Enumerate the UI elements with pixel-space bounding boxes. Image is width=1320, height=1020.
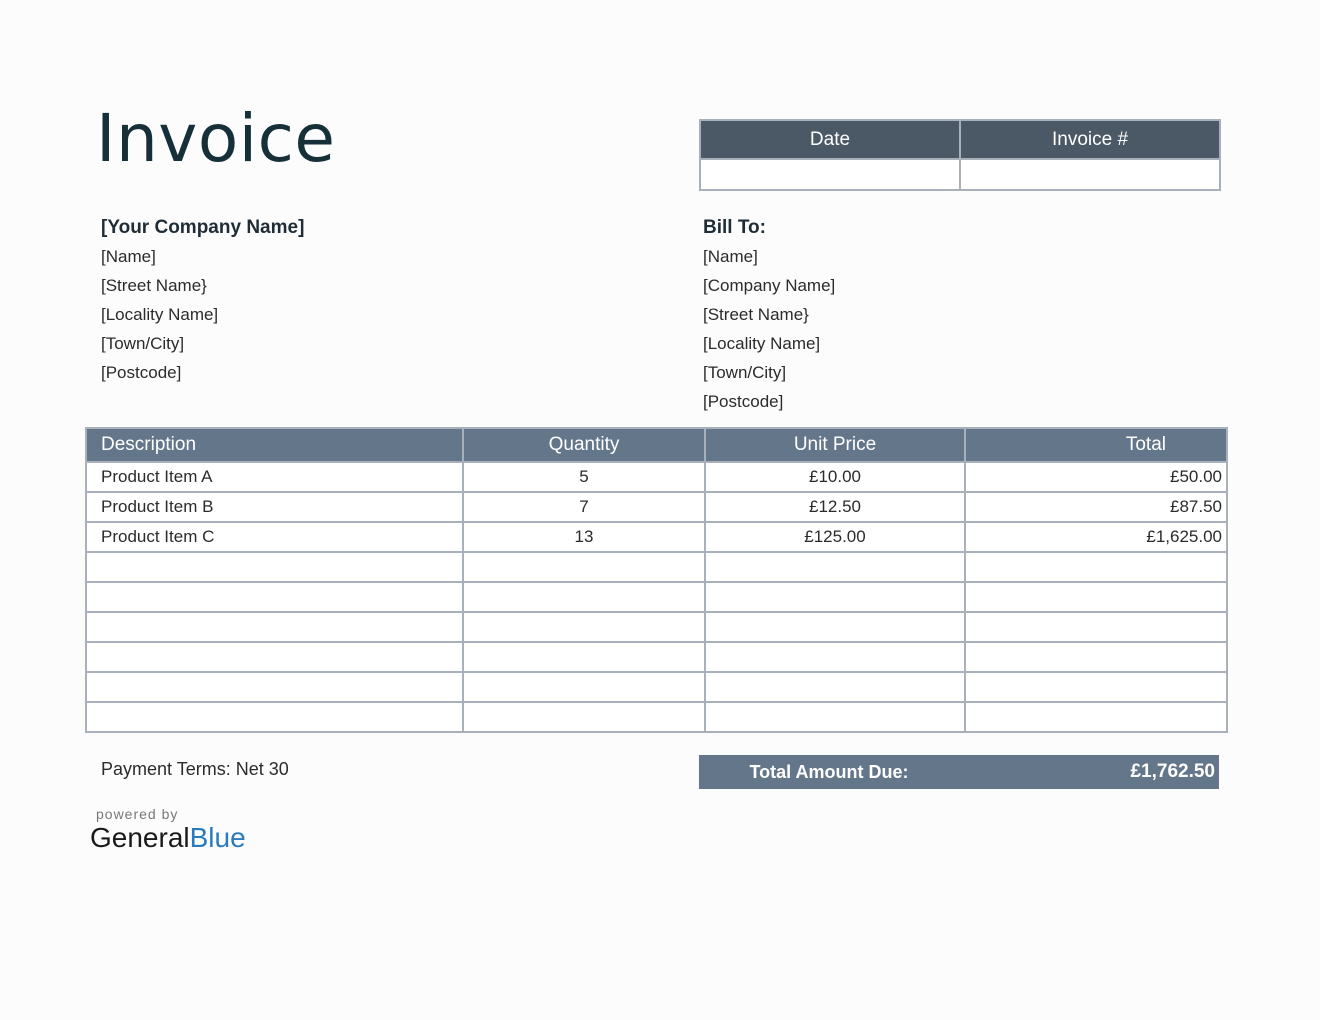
table-row <box>86 582 1227 612</box>
item-description[interactable]: Product Item A <box>86 462 463 492</box>
sender-company-name: [Your Company Name] <box>101 217 305 238</box>
sender-line: [Street Name} <box>101 276 207 295</box>
item-description[interactable]: Product Item C <box>86 522 463 552</box>
bill-to-line: [Company Name] <box>703 276 836 295</box>
unit-price-header: Unit Price <box>705 428 965 462</box>
item-unit-price[interactable] <box>705 582 965 612</box>
item-quantity[interactable] <box>463 552 705 582</box>
item-total[interactable] <box>965 552 1227 582</box>
item-description[interactable] <box>86 582 463 612</box>
sender-line: [Name] <box>101 247 156 266</box>
table-row <box>86 702 1227 732</box>
item-quantity[interactable] <box>463 582 705 612</box>
item-unit-price[interactable] <box>705 552 965 582</box>
table-row <box>86 642 1227 672</box>
powered-by-text: powered by <box>96 806 179 822</box>
bill-to-line: [Town/City] <box>703 363 787 382</box>
item-unit-price[interactable]: £10.00 <box>705 462 965 492</box>
bill-to-heading: Bill To: <box>703 217 766 238</box>
sender-line: [Locality Name] <box>101 305 219 324</box>
item-description[interactable] <box>86 612 463 642</box>
item-quantity[interactable] <box>463 642 705 672</box>
item-quantity[interactable] <box>463 702 705 732</box>
item-quantity[interactable] <box>463 672 705 702</box>
table-row <box>86 612 1227 642</box>
item-description[interactable] <box>86 702 463 732</box>
item-unit-price[interactable] <box>705 672 965 702</box>
invoice-meta-table <box>699 119 1221 191</box>
bill-to-line: [Locality Name] <box>703 334 821 353</box>
item-description[interactable] <box>86 642 463 672</box>
item-unit-price[interactable]: £12.50 <box>705 492 965 522</box>
table-row <box>86 492 1227 522</box>
table-row <box>86 672 1227 702</box>
bill-to-line: [Postcode] <box>703 392 784 411</box>
item-total[interactable]: £50.00 <box>965 462 1227 492</box>
description-header: Description <box>86 428 463 462</box>
table-row <box>86 552 1227 582</box>
item-quantity[interactable] <box>463 612 705 642</box>
item-unit-price[interactable] <box>705 702 965 732</box>
total-header: Total <box>965 428 1227 462</box>
item-quantity[interactable]: 13 <box>463 522 705 552</box>
item-total[interactable] <box>965 642 1227 672</box>
total-amount-due-bar <box>699 755 1219 789</box>
brand-general: General <box>90 822 190 853</box>
item-quantity[interactable]: 5 <box>463 462 705 492</box>
item-total[interactable] <box>965 612 1227 642</box>
item-total[interactable] <box>965 702 1227 732</box>
brand-blue: Blue <box>189 822 246 853</box>
item-total[interactable] <box>965 582 1227 612</box>
table-row <box>86 522 1227 552</box>
bill-to-address <box>703 213 835 416</box>
item-total[interactable]: £87.50 <box>965 492 1227 522</box>
item-total[interactable] <box>965 672 1227 702</box>
item-unit-price[interactable]: £125.00 <box>705 522 965 552</box>
bill-to-line: [Street Name} <box>703 305 809 324</box>
generalblue-logo[interactable] <box>90 822 246 854</box>
invoice-title: Invoice <box>96 100 336 177</box>
payment-terms: Payment Terms: Net 30 <box>101 759 289 779</box>
sender-line: [Town/City] <box>101 334 185 353</box>
item-description[interactable]: Product Item B <box>86 492 463 522</box>
invoice-number-header: Invoice # <box>960 120 1220 159</box>
table-row <box>86 462 1227 492</box>
bill-to-line: [Name] <box>703 247 758 266</box>
line-items-table <box>85 427 1228 733</box>
sender-line: [Postcode] <box>101 363 182 382</box>
date-value-cell[interactable] <box>700 159 960 190</box>
item-description[interactable] <box>86 672 463 702</box>
item-quantity[interactable]: 7 <box>463 492 705 522</box>
quantity-header: Quantity <box>463 428 705 462</box>
item-unit-price[interactable] <box>705 612 965 642</box>
date-header: Date <box>700 120 960 159</box>
total-amount-due-label: Total Amount Due: <box>749 761 909 782</box>
total-amount-due-value: £1,762.50 <box>1130 761 1215 782</box>
item-total[interactable]: £1,625.00 <box>965 522 1227 552</box>
sender-address <box>101 213 304 387</box>
invoice-number-value-cell[interactable] <box>960 159 1220 190</box>
item-description[interactable] <box>86 552 463 582</box>
items-header-row <box>86 428 1227 462</box>
item-unit-price[interactable] <box>705 642 965 672</box>
